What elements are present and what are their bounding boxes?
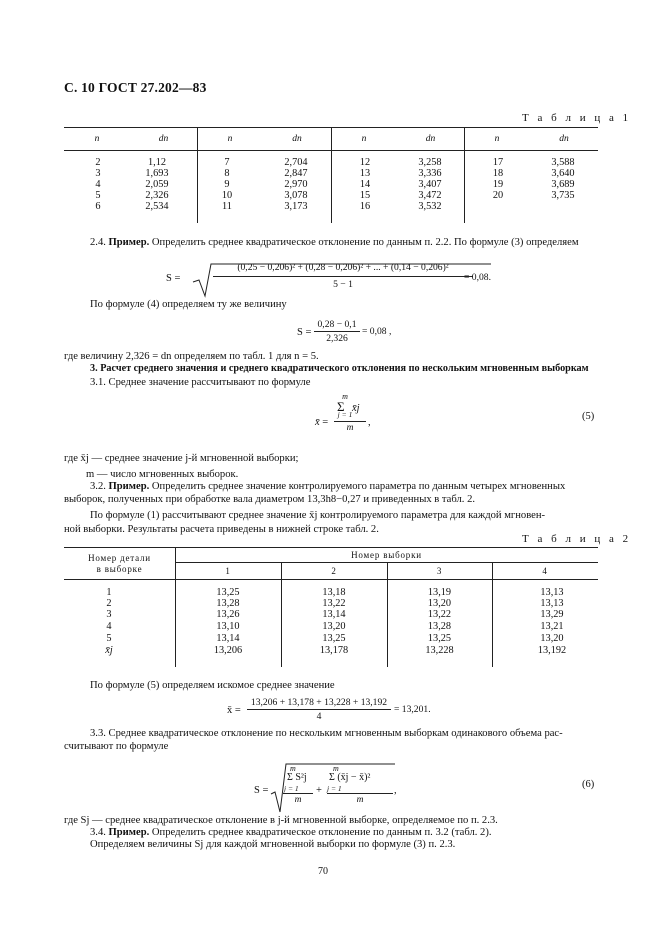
table2-col-3: 3 bbox=[436, 566, 443, 576]
formula5-lhs: x̄ = bbox=[315, 417, 329, 428]
table-cell: 13,14 bbox=[322, 609, 346, 620]
table-cell: 2,847 bbox=[284, 168, 308, 179]
formula7-sum-top-2: m bbox=[333, 764, 339, 773]
table-cell: 2,970 bbox=[284, 179, 308, 190]
table-cell: 16 bbox=[359, 201, 371, 212]
paragraph-2-4: 2.4. Пример. Определить среднее квадратическое отклонение по данным п. 2.2. По формуле (3) определяем bbox=[90, 237, 579, 248]
paragraph-where-dn: где величину 2,326 = dn определяем по табл. 1 для n = 5. bbox=[64, 351, 319, 362]
table-cell: 13,21 bbox=[540, 621, 564, 632]
table2-col-4: 4 bbox=[542, 566, 548, 576]
table-cell: 3,735 bbox=[551, 190, 575, 201]
table-cell: 3,532 bbox=[418, 201, 442, 212]
table1-header-dn4: dn bbox=[559, 134, 569, 144]
table-cell: 13,22 bbox=[322, 598, 346, 609]
formula5-number: (5) bbox=[582, 411, 595, 422]
table2-col-2: 2 bbox=[331, 566, 337, 576]
table-cell: 13,28 bbox=[216, 598, 240, 609]
formula2-lhs: S = bbox=[297, 327, 312, 338]
table-cell: 2,326 bbox=[145, 190, 169, 201]
table-cell: 2,534 bbox=[145, 201, 169, 212]
table1-header-n2: n bbox=[227, 134, 233, 144]
table1-caption: Т а б л и ц а 1 bbox=[522, 112, 632, 124]
table-cell: 11 bbox=[222, 201, 232, 212]
formula6-denominator: 4 bbox=[316, 711, 322, 722]
table-cell: 13,19 bbox=[427, 587, 452, 598]
table-cell: 13,228 bbox=[425, 645, 454, 656]
paragraph-m: m — число мгновенных выборок. bbox=[86, 469, 239, 480]
table-cell: 13,10 bbox=[216, 621, 240, 632]
table2-header-group: Номер выборки bbox=[351, 550, 422, 560]
formula7-numerator-2: Σ (x̄j − x̄)² bbox=[329, 772, 371, 783]
table-cell: 3,588 bbox=[551, 157, 575, 168]
table1-header-dn1: dn bbox=[158, 134, 169, 144]
table2-col-1: 1 bbox=[225, 566, 231, 576]
table-cell: 2,059 bbox=[145, 179, 169, 190]
table-cell: x̄j bbox=[105, 645, 113, 656]
formula7-sum-bottom-2: j = 1 bbox=[327, 784, 342, 793]
formula6-result: = 13,201. bbox=[394, 704, 431, 715]
formula5-sum-sign: Σ bbox=[337, 399, 345, 414]
table-cell: 3,258 bbox=[418, 157, 442, 168]
table-cell: 12 bbox=[359, 157, 371, 168]
table-cell: 13,29 bbox=[540, 609, 564, 620]
formula7-sum-top-1: m bbox=[290, 764, 296, 773]
table-cell: 1,693 bbox=[145, 168, 169, 179]
table-cell: 13,22 bbox=[427, 609, 452, 620]
formula7-lhs: S = bbox=[254, 785, 269, 796]
page-number: 70 bbox=[318, 866, 328, 877]
table-cell: 13,178 bbox=[319, 645, 349, 656]
table-cell: 2 bbox=[95, 157, 101, 168]
table-cell: 13,20 bbox=[427, 598, 452, 609]
table-cell: 13,14 bbox=[216, 633, 240, 644]
formula6-lhs: x̄ = bbox=[227, 705, 241, 716]
table-cell: 5 bbox=[95, 190, 101, 201]
table-cell: 4 bbox=[106, 621, 112, 632]
table-cell: 5 bbox=[106, 633, 112, 644]
formula2-numerator: 0,28 − 0,1 bbox=[317, 319, 357, 330]
formula7-plus: + bbox=[316, 785, 322, 796]
table-cell: 3,689 bbox=[551, 179, 575, 190]
page-header: С. 10 ГОСТ 27.202—83 bbox=[64, 80, 207, 95]
section-3-heading: 3. Расчет среднего значения и среднего квадратического отклонения по нескольким мгновенным выборкам bbox=[90, 363, 589, 374]
table-cell: 13,18 bbox=[322, 587, 346, 598]
table-cell: 8 bbox=[224, 168, 230, 179]
table-cell: 18 bbox=[492, 168, 504, 179]
paragraph-3-2-line1: 3.2. Пример. Определить среднее значение контролируемого параметра по данным четырех мгновенных bbox=[90, 481, 566, 492]
table-cell: 13,192 bbox=[537, 645, 567, 656]
paragraph-3-3-line1: 3.3. Среднее квадратическое отклонение по нескольким мгновенным выборкам одинакового объема рас- bbox=[90, 728, 563, 739]
table-cell: 13,26 bbox=[216, 609, 240, 620]
table-cell: 1,12 bbox=[147, 157, 167, 168]
formula7-numerator-1: Σ S²j bbox=[287, 772, 307, 783]
table-cell: 13,28 bbox=[427, 621, 452, 632]
formula7-sum-bottom-1: j = 1 bbox=[284, 784, 299, 793]
paragraph-where-xj: где x̄j — среднее значение j-й мгновенной выборки; bbox=[64, 453, 299, 464]
paragraph-formula1-line2: ной выборки. Результаты расчета приведены в нижней строке табл. 2. bbox=[64, 524, 379, 535]
table-cell: 6 bbox=[95, 201, 101, 212]
table-cell: 13,13 bbox=[540, 598, 564, 609]
paragraph-3-3-line2: считывают по формуле bbox=[64, 741, 169, 752]
table2-header-left-1: Номер детали bbox=[88, 553, 151, 563]
table-cell: 13,25 bbox=[322, 633, 346, 644]
paragraph-where-sj: где Sj — среднее квадратическое отклонение в j-й мгновенной выборке, определяемое по п. 2.3. bbox=[64, 815, 498, 826]
table-cell: 1 bbox=[106, 587, 112, 598]
paragraph-3-1: 3.1. Среднее значение рассчитывают по формуле bbox=[90, 377, 311, 388]
table-cell: 9 bbox=[224, 179, 230, 190]
formula1-denominator: 5 − 1 bbox=[333, 279, 353, 290]
table-cell: 13,20 bbox=[540, 633, 564, 644]
table-cell: 19 bbox=[492, 179, 504, 190]
table-cell: 13,13 bbox=[540, 587, 564, 598]
table-cell: 3,407 bbox=[418, 179, 442, 190]
table1-header-dn2: dn bbox=[292, 134, 302, 144]
paragraph-formula1-line1: По формуле (1) рассчитывают среднее значение x̄j контролируемого параметра для каждой мгновен- bbox=[90, 510, 546, 521]
formula7-denominator-2: m bbox=[356, 795, 364, 805]
table-cell: 3,640 bbox=[551, 168, 575, 179]
formula5-sum-top: m bbox=[342, 392, 348, 401]
paragraph-3-2-line2: выборок, полученных при обработке вала диаметром 13,3h8−0,27 и приведенных в табл. 2. bbox=[64, 494, 476, 505]
paragraph-3-4: 3.4. Пример. Определить среднее квадратическое отклонение по данным п. 3.2 (табл. 2). bbox=[90, 827, 492, 838]
table-cell: 2,704 bbox=[284, 157, 308, 168]
table-cell: 10 bbox=[221, 190, 233, 201]
paragraph-last: Определяем величины Sj для каждой мгновенной выборки по формуле (3) п. 2.3. bbox=[90, 839, 456, 850]
table1-header-dn3: dn bbox=[425, 134, 436, 144]
table-cell: 3,336 bbox=[418, 168, 442, 179]
formula1-numerator: (0,25 − 0,206)² + (0,28 − 0,206)² + ... + (0,14 − 0,206)² bbox=[237, 262, 449, 273]
table2-caption: Т а б л и ц а 2 bbox=[522, 533, 632, 545]
table-cell: 3 bbox=[95, 168, 101, 179]
table2-header-left-2: в выборке bbox=[96, 564, 143, 574]
table-cell: 7 bbox=[224, 157, 230, 168]
table-cell: 3,173 bbox=[284, 201, 308, 212]
table-cell: 20 bbox=[492, 190, 504, 201]
table-cell: 13,20 bbox=[322, 621, 346, 632]
paragraph-formula5: По формуле (5) определяем искомое среднее значение bbox=[90, 680, 335, 691]
formula5-comma: , bbox=[368, 417, 371, 428]
table-cell: 15 bbox=[359, 190, 371, 201]
table-cell: 17 bbox=[492, 157, 504, 168]
formula7-number: (6) bbox=[582, 779, 595, 790]
paragraph-formula4: По формуле (4) определяем ту же величину bbox=[90, 299, 287, 310]
formula1-result: = 0,08. bbox=[464, 272, 491, 283]
table1-header-n1: n bbox=[94, 134, 100, 144]
table-cell: 2 bbox=[106, 598, 112, 609]
formula7-comma: , bbox=[394, 785, 397, 796]
table-cell: 13,206 bbox=[213, 645, 243, 656]
formula5-denominator: m bbox=[346, 423, 354, 433]
table-cell: 4 bbox=[95, 179, 101, 190]
formula5-term: x̄j bbox=[352, 403, 360, 414]
table-cell: 3,078 bbox=[284, 190, 308, 201]
table1-header-n4: n bbox=[494, 134, 500, 144]
table-cell: 13,25 bbox=[427, 633, 452, 644]
formula6-numerator: 13,206 + 13,178 + 13,228 + 13,192 bbox=[250, 697, 388, 708]
table-cell: 14 bbox=[359, 179, 371, 190]
formula2-denominator: 2,326 bbox=[326, 333, 348, 344]
formula2-result: = 0,08 , bbox=[362, 326, 392, 337]
table-cell: 13 bbox=[359, 168, 371, 179]
table-cell: 13,25 bbox=[216, 587, 240, 598]
formula5-sum-bottom: j = 1 bbox=[337, 410, 353, 419]
table-cell: 3 bbox=[106, 609, 112, 620]
table-cell: 3,472 bbox=[418, 190, 442, 201]
formula1-lhs: S = bbox=[166, 273, 181, 284]
table1-header-n3: n bbox=[361, 134, 367, 144]
formula7-denominator-1: m bbox=[294, 795, 302, 805]
